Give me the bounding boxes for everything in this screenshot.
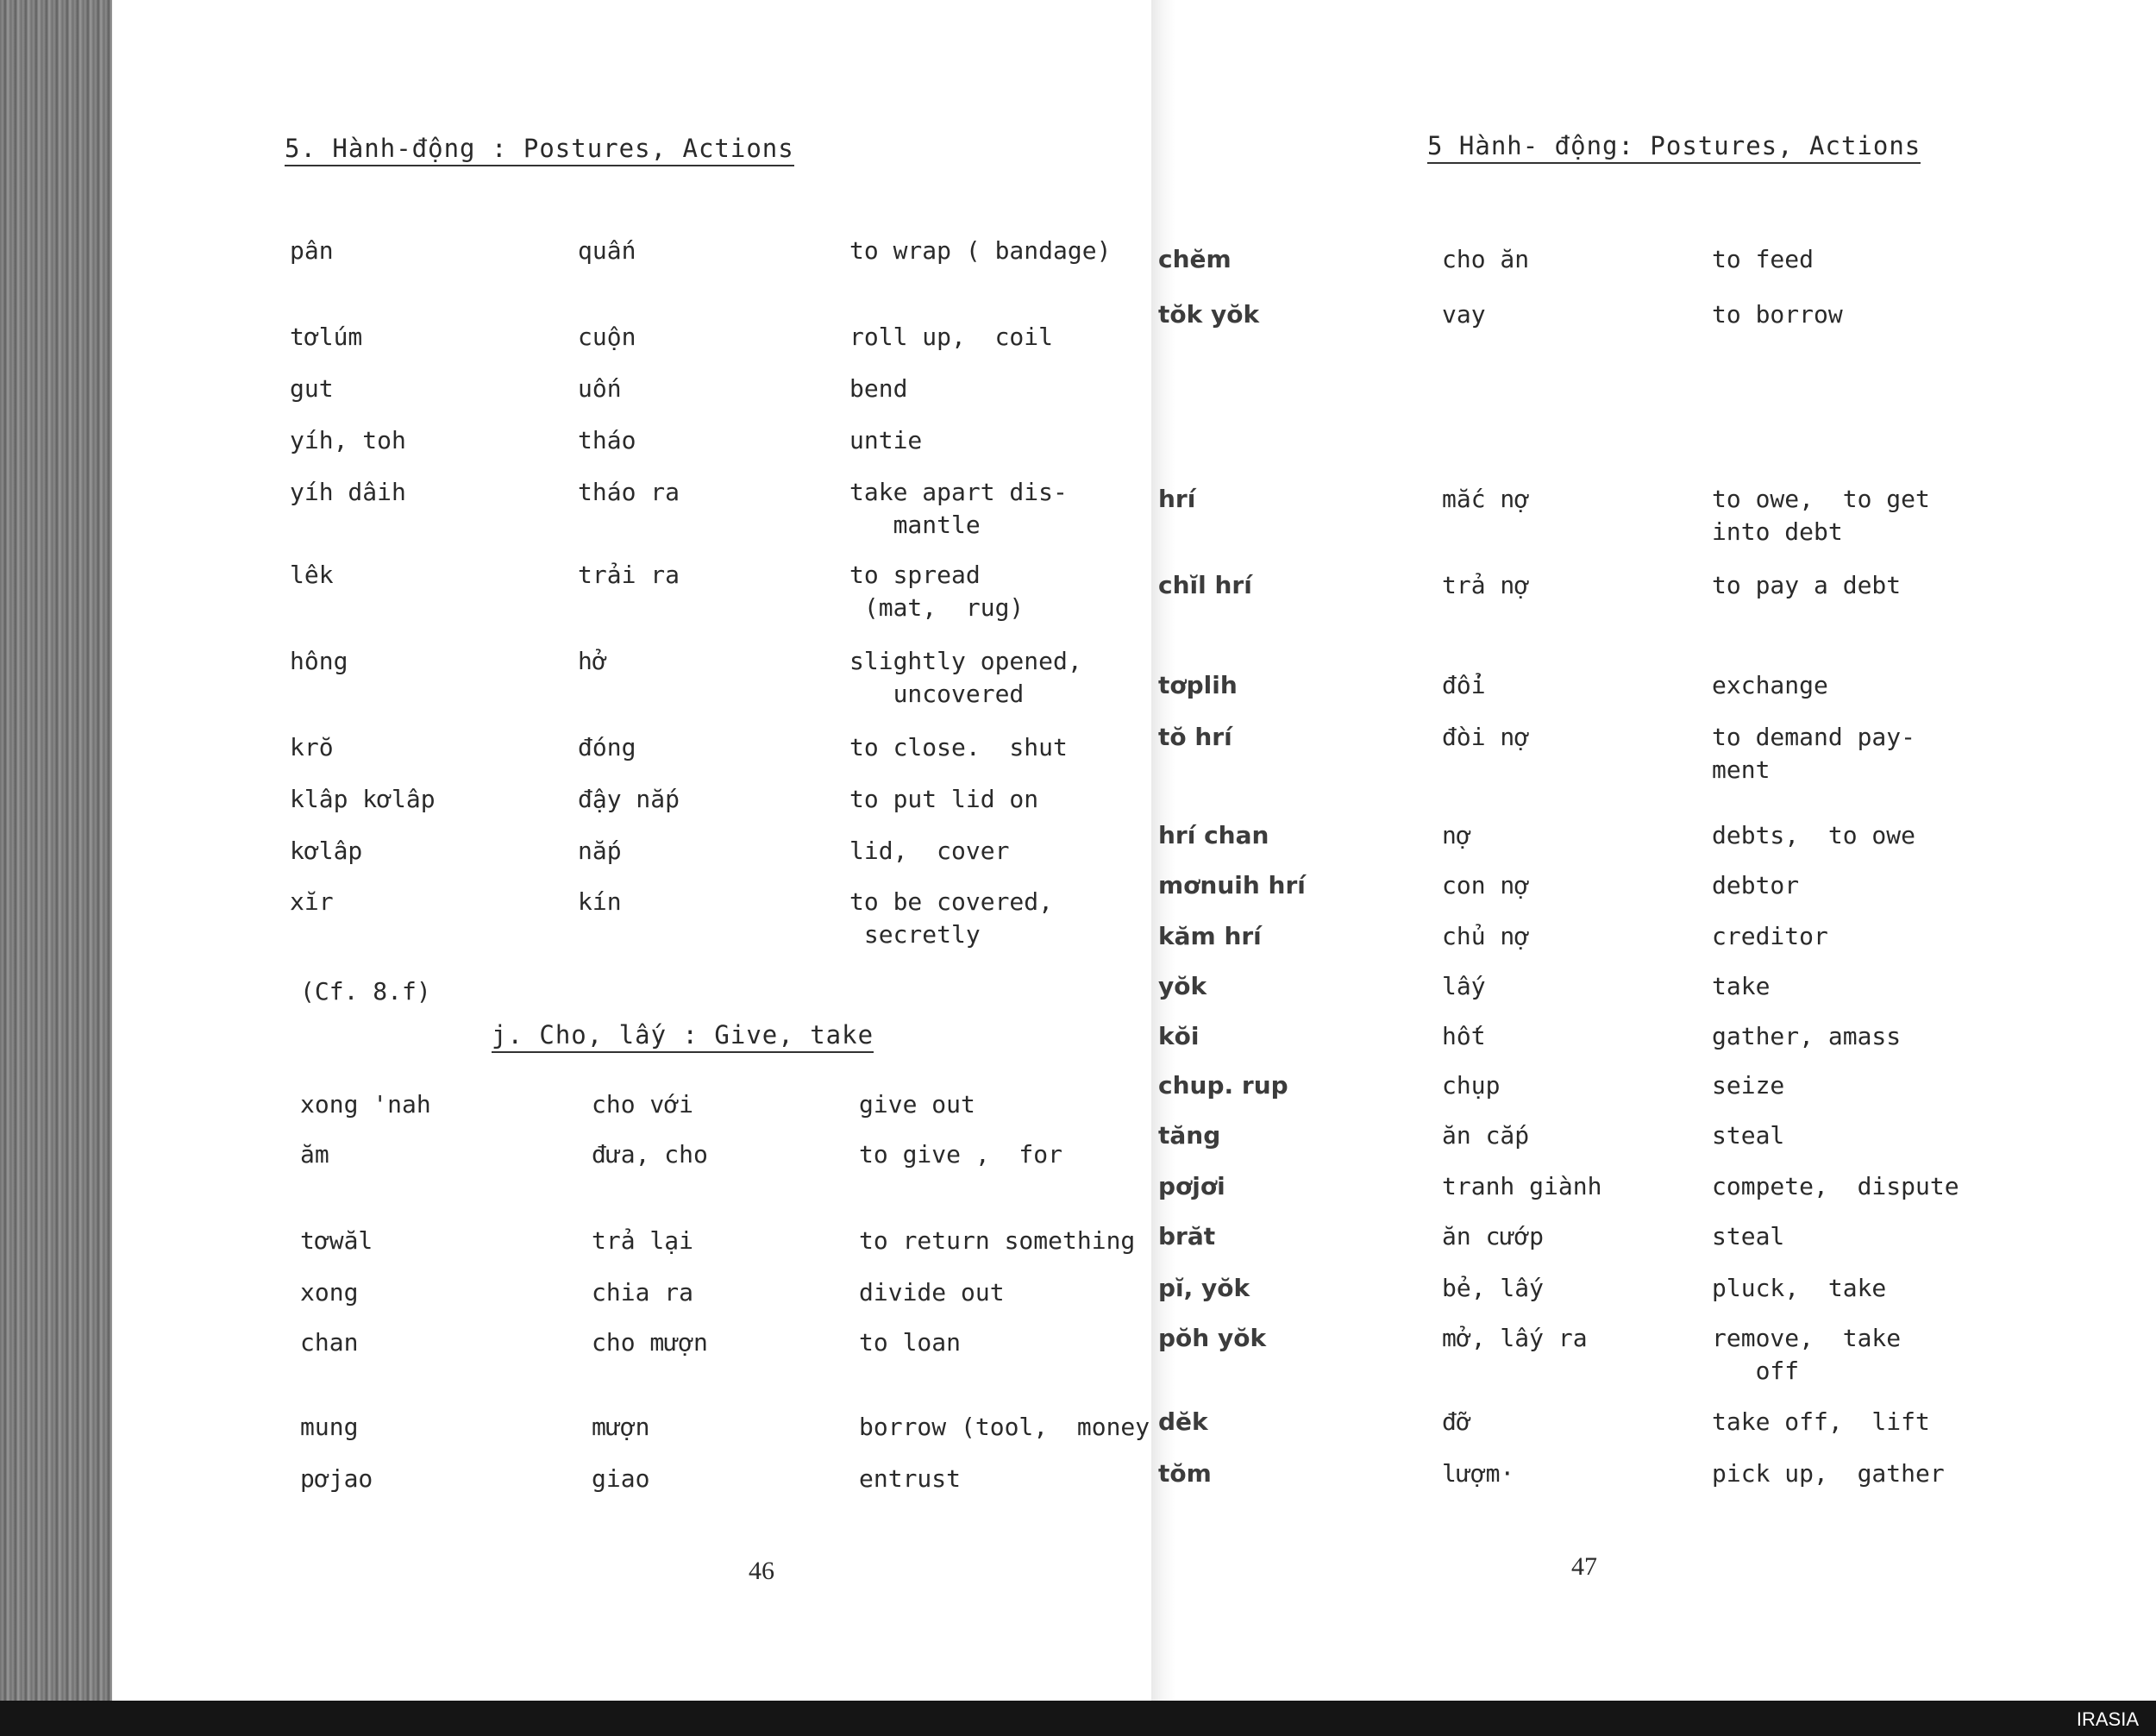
entry-term: chan — [300, 1328, 359, 1357]
entry-term: hông — [290, 647, 348, 675]
entry-vietnamese: chụp — [1442, 1071, 1501, 1100]
entry-english: to demand pay- ment — [1712, 723, 1916, 784]
entry-english: debts, to owe — [1712, 821, 1916, 849]
entry-vietnamese: giao — [592, 1464, 650, 1493]
entry-vietnamese: cuộn — [578, 323, 636, 351]
entry-vietnamese: uốn — [578, 374, 622, 403]
entry-english: creditor — [1712, 922, 1828, 950]
entry-vietnamese: mượn — [592, 1413, 650, 1441]
entry-english: give out — [859, 1090, 975, 1119]
entry-term: brăt — [1158, 1222, 1216, 1250]
entry-vietnamese: bẻ, lấy — [1442, 1274, 1545, 1302]
entry-english: divide out — [859, 1278, 1005, 1307]
left-page-heading: 5. Hành-động : Postures, Actions — [285, 134, 794, 166]
entry-english: steal — [1712, 1222, 1785, 1250]
entry-term: mơnuih hrí — [1158, 871, 1306, 899]
entry-term: xong — [300, 1278, 359, 1307]
entry-term: klâp kơlâp — [290, 785, 436, 813]
entry-term: tơplih — [1158, 671, 1238, 699]
entry-vietnamese: trải ra — [578, 561, 680, 589]
entry-term: kăm hrí — [1158, 922, 1262, 950]
entry-term: pơjao — [300, 1464, 373, 1493]
book-spine-shadow — [0, 0, 112, 1716]
entry-vietnamese: cho ăn — [1442, 245, 1530, 273]
entry-vietnamese: ăn cắp — [1442, 1121, 1530, 1150]
entry-english: to feed — [1712, 245, 1814, 273]
entry-term: xong 'nah — [300, 1090, 431, 1119]
page-number-left: 46 — [749, 1557, 774, 1585]
entry-vietnamese: nắp — [578, 837, 622, 865]
entry-english: pick up, gather — [1712, 1459, 1945, 1488]
entry-vietnamese: hốt — [1442, 1022, 1486, 1050]
entry-term: pĭ, yŏk — [1158, 1274, 1250, 1302]
entry-term: dĕk — [1158, 1407, 1208, 1436]
entry-term: yŏk — [1158, 972, 1207, 1000]
entry-term: krŏ — [290, 733, 334, 761]
entry-vietnamese: tháo ra — [578, 478, 680, 506]
cf-note: (Cf. 8.f) — [300, 977, 431, 1006]
entry-term: tŏ hrí — [1158, 723, 1232, 751]
entry-vietnamese: lấy — [1442, 972, 1486, 1000]
entry-term: hrí — [1158, 485, 1196, 513]
entry-vietnamese: vay — [1442, 300, 1486, 329]
entry-vietnamese: đóng — [578, 733, 636, 761]
entry-english: exchange — [1712, 671, 1828, 699]
entry-english: to return something — [859, 1226, 1136, 1255]
entry-term: mung — [300, 1413, 359, 1441]
entry-english: take — [1712, 972, 1771, 1000]
entry-term: ăm — [300, 1140, 329, 1169]
entry-term: chĭl hrí — [1158, 571, 1252, 599]
entry-english: pluck, take — [1712, 1274, 1887, 1302]
entry-vietnamese: ăn cướp — [1442, 1222, 1545, 1250]
entry-english: to wrap ( bandage) — [849, 236, 1112, 265]
entry-english: take apart dis- mantle — [849, 478, 1068, 539]
entry-vietnamese: tranh giành — [1442, 1172, 1602, 1200]
entry-vietnamese: nợ — [1442, 821, 1471, 849]
entry-english: steal — [1712, 1121, 1785, 1150]
entry-vietnamese: chia ra — [592, 1278, 694, 1307]
entry-english: to owe, to get into debt — [1712, 485, 1930, 546]
entry-english: seize — [1712, 1071, 1785, 1100]
entry-english: debtor — [1712, 871, 1800, 899]
entry-vietnamese: hở — [578, 647, 607, 675]
entry-term: yíh, toh — [290, 426, 406, 454]
entry-vietnamese: trả lại — [592, 1226, 694, 1255]
entry-vietnamese: đỡ — [1442, 1407, 1471, 1436]
entry-english: compete, dispute — [1712, 1172, 1959, 1200]
entry-vietnamese: quấn — [578, 236, 636, 265]
entry-term: lêk — [290, 561, 334, 589]
entry-term: chĕm — [1158, 245, 1232, 273]
entry-english: entrust — [859, 1464, 962, 1493]
entry-vietnamese: đòi nợ — [1442, 723, 1530, 751]
entry-vietnamese: cho mượn — [592, 1328, 708, 1357]
entry-term: pân — [290, 236, 334, 265]
entry-english: to spread (mat, rug) — [849, 561, 1025, 622]
entry-term: kơlâp — [290, 837, 363, 865]
entry-vietnamese: kín — [578, 887, 622, 916]
right-page-heading: 5 Hành- động: Postures, Actions — [1427, 131, 1921, 164]
scan-bottom-bar — [0, 1701, 2156, 1736]
entry-vietnamese: trả nợ — [1442, 571, 1530, 599]
entry-term: kŏi — [1158, 1022, 1200, 1050]
entry-english: to borrow — [1712, 300, 1843, 329]
entry-english: borrow (tool, money — [859, 1413, 1150, 1441]
entry-english: to give , for — [859, 1140, 1063, 1169]
entry-term: tăng — [1158, 1121, 1221, 1150]
archive-credit: IRASIA — [2076, 1708, 2139, 1730]
entry-vietnamese: cho với — [592, 1090, 694, 1119]
entry-vietnamese: đậy nắp — [578, 785, 680, 813]
entry-term: tŏm — [1158, 1459, 1212, 1488]
entry-term: tơwăl — [300, 1226, 373, 1255]
entry-english: to loan — [859, 1328, 962, 1357]
right-page — [1164, 0, 2156, 1701]
entry-term: chup. rup — [1158, 1071, 1288, 1100]
entry-english: take off, lift — [1712, 1407, 1930, 1436]
entry-english: to put lid on — [849, 785, 1039, 813]
page-number-right: 47 — [1571, 1552, 1597, 1581]
entry-english: to close. shut — [849, 733, 1068, 761]
entry-vietnamese: tháo — [578, 426, 636, 454]
entry-vietnamese: đổi — [1442, 671, 1486, 699]
entry-term: yíh dâih — [290, 478, 406, 506]
entry-term: xĭr — [290, 887, 334, 916]
entry-term: pŏh yŏk — [1158, 1324, 1267, 1352]
entry-english: bend — [849, 374, 908, 403]
section-subheading: j. Cho, lấy : Give, take — [492, 1020, 874, 1053]
entry-english: to be covered, secretly — [849, 887, 1054, 949]
entry-english: slightly opened, uncovered — [849, 647, 1082, 708]
entry-vietnamese: chủ nợ — [1442, 922, 1530, 950]
entry-english: gather, amass — [1712, 1022, 1902, 1050]
entry-term: hrí chan — [1158, 821, 1269, 849]
entry-vietnamese: lượm· — [1442, 1459, 1515, 1488]
entry-english: roll up, coil — [849, 323, 1054, 351]
entry-english: to pay a debt — [1712, 571, 1902, 599]
entry-vietnamese: đưa, cho — [592, 1140, 708, 1169]
entry-vietnamese: mở, lấy ra — [1442, 1324, 1588, 1352]
entry-vietnamese: con nợ — [1442, 871, 1530, 899]
entry-english: untie — [849, 426, 923, 454]
entry-term: gut — [290, 374, 334, 403]
entry-vietnamese: mắc nợ — [1442, 485, 1530, 513]
entry-english: remove, take off — [1712, 1324, 1902, 1385]
entry-term: tŏk yŏk — [1158, 300, 1260, 329]
entry-english: lid, cover — [849, 837, 1010, 865]
entry-term: pơjơi — [1158, 1172, 1225, 1200]
entry-term: tơlúm — [290, 323, 363, 351]
